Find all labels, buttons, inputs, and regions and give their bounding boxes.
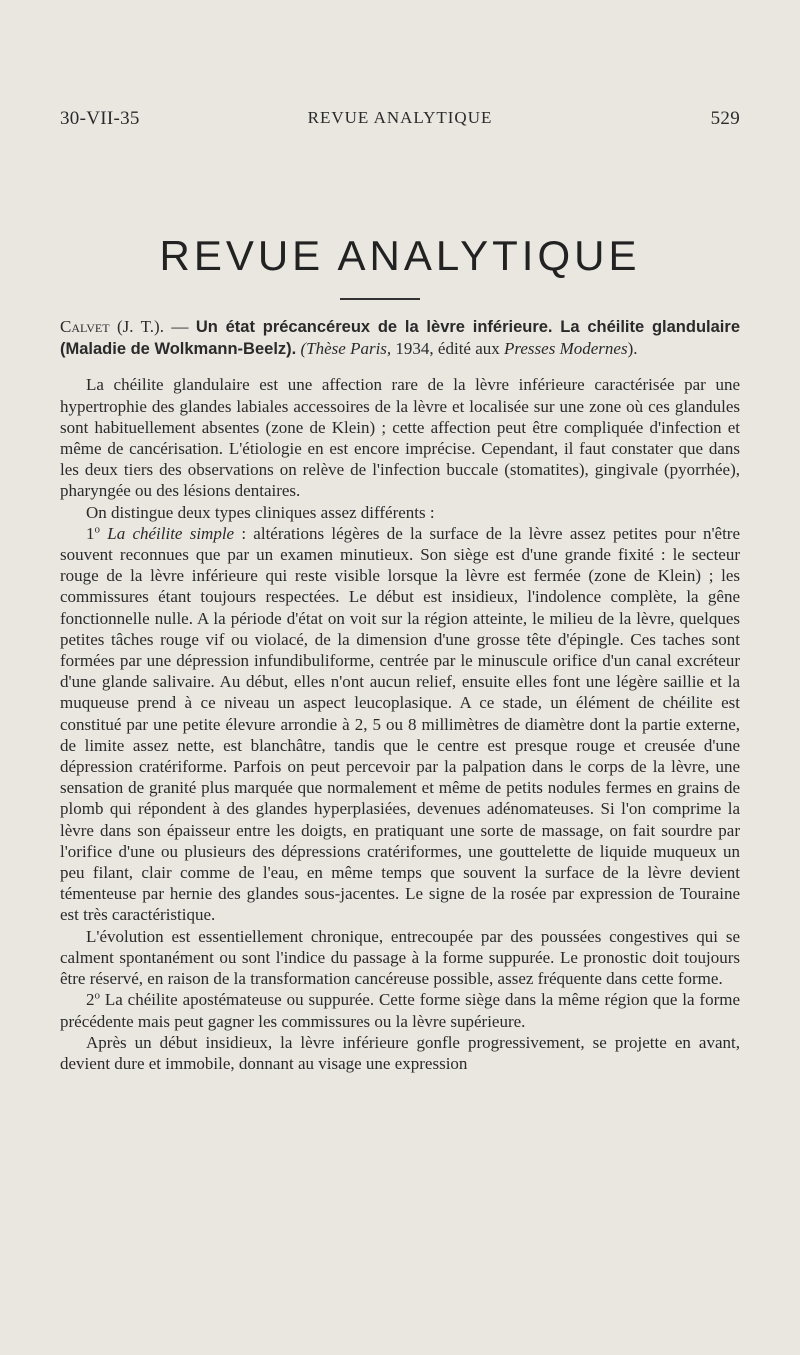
- paragraph-4: L'évolution est essentiellement chronique, entrecoupée par des poussées congestives qui se calment spontanément ou sont l'indice du passage à la forme suppurée. Le pronostic doit toujours être réservé, en raison de la transformation cancéreuse possible, assez fréquente dans cette forme.: [60, 926, 740, 989]
- item-label-simple: La chéilite simple: [107, 523, 235, 543]
- article-body: [60, 316, 740, 1074]
- title-rule: [340, 298, 420, 300]
- item-number-2: 2: [86, 990, 95, 1010]
- paragraph-3-text: : altérations légères de la surface de la lèvre assez petites pour n'être souvent reconnues que par un examen minutieux. Son siège est d'une grande fixité : le secteur rouge de la lèvre inférieure qui reste visible lorsque la lèvre est fermée (zone de Klein) ; les commissures étant toujours respectées. Le début est insidieux, l'indolence complète, la gêne fonctionnelle nulle. A la période d'état on voit sur la région atteinte, le milieu de la lèvre, quelques petites tâches rouge vif ou violacé, de la dimension d'une grosse tête d'épingle. Ces taches sont formées par une dépression infundibuliforme, centrée par le minuscule orifice d'un canal excréteur d'une glande salivaire. Au début, elles n'ont aucun relief, ensuite elles font une légère saillie et la muqueuse prend à ce niveau un aspect leucoplasique. A ce stade, un élément de chéilite est constitué par une petite élevure arrondie à 2, 5 ou 8 millimètres de diamètre dont la partie externe, de limite assez nette, est blanchâtre, tandis que le centre est presque rouge et creusée d'une dépression cratériforme. Parfois on peut percevoir par la palpation dans le corps de la lèvre, une sensation de granité plus marquée que normalement et même de petits nodules fermes en grains de plomb qui répondent à des glandes hyperplasiées, devenues adénomateuses. Si l'on comprime la lèvre dans son épaisseur entre les doigts, en pratiquant une sorte de massage, on fait sourdre par l'orifice d'une ou plusieurs des dépressions cratériformes, une gouttelette de liquide muqueux un peu filant, clair comme de l'eau, en même temps que souvent la surface de la lèvre devient témenteuse par hernie des glandes sous-jacentes. Le signe de la rosée par expression de Touraine est très caractéristique.: [60, 523, 741, 925]
- paragraph-6: Après un début insidieux, la lèvre inférieure gonfle progressivement, se projette en avant, devient dure et immobile, donnant au visage une expression: [60, 1032, 740, 1073]
- header-journal-title: REVUE ANALYTIQUE: [307, 108, 493, 127]
- section-title: REVUE ANALYTIQUE: [159, 232, 641, 279]
- entry-title: Un état précancéreux de la lèvre inférieure. La chéilite glandulaire (Maladie de Wolkmann-Beelz).: [60, 318, 740, 359]
- item-ordinal-2: o: [94, 989, 100, 1002]
- entry-source-year: 1934, édité aux: [395, 339, 500, 359]
- entry-author: Calvet (J. T.). —: [60, 317, 189, 336]
- paragraph-1: La chéilite glandulaire est une affection rare de la lèvre inférieure caractérisée par une hypertrophie des glandes labiales accessoires de la lèvre et localisée sur une zone où ces glandules sont habituellement absentes (zone de Klein) ; cette affection peut être compliquée d'infection et même de cancérisation. L'étiologie en est encore imprécise. Cependant, il faut constater que dans les deux tiers des observations on relève de l'infection buccale (stomatites), gingivale (pyorrhée), pharyngée ou des lésions dentaires.: [60, 375, 740, 501]
- entry-source: (Thèse Paris,: [300, 339, 392, 359]
- item-ordinal-1: o: [94, 523, 100, 536]
- entry-publisher-close: ).: [627, 339, 638, 359]
- paragraph-5-text: La chéilite apostémateuse ou suppurée. Cette forme siège dans la même région que la forme précédente mais peut gagner les commissures ou la lèvre supérieure.: [60, 990, 740, 1031]
- header-date: 30-VII-35: [60, 108, 140, 129]
- paragraph-2: On distingue deux types cliniques assez différents :: [86, 502, 435, 522]
- bibliographic-entry: [60, 316, 740, 360]
- item-number-1: 1: [86, 523, 95, 543]
- page-number: 529: [710, 108, 740, 129]
- entry-publisher: Presses Modernes: [504, 339, 628, 359]
- paragraph-5: [60, 989, 740, 1031]
- paragraph-3: [60, 523, 740, 926]
- running-head: [60, 108, 740, 138]
